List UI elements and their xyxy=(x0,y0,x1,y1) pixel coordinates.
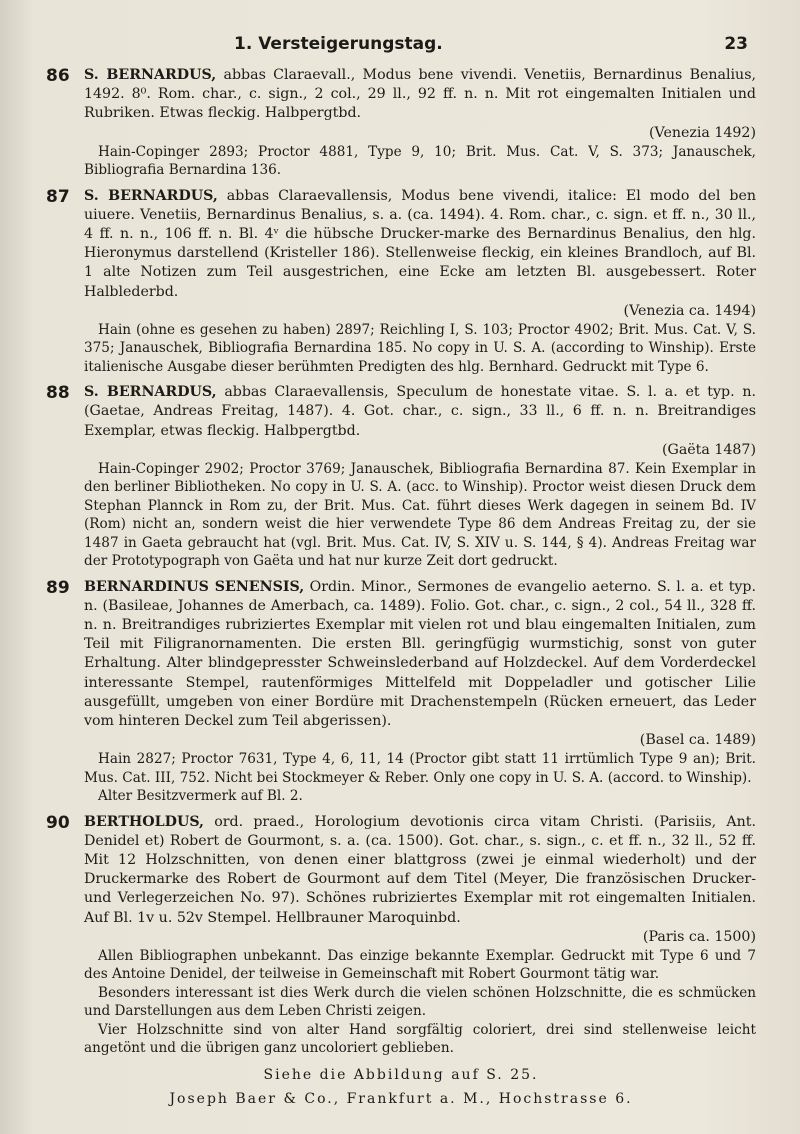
catalogue-entry xyxy=(46,383,756,570)
entry-number: 88 xyxy=(46,383,70,404)
entry-place: (Venezia ca. 1494) xyxy=(623,302,756,319)
entry-body: abbas Claraevall., Modus bene vivendi. Venetiis, Bernardinus Benalius, 1492. 8⁰. Rom. char., c. sign., 2 col., 29 ll., 92 ff. n. n. Mit rot eingemalten Initialen und Rubriken. Etwas fleckig. Halbpergtbd. xyxy=(84,67,756,122)
entry-body: abbas Claraevallensis, Speculum de honestate vitae. S. l. a. et typ. n. (Gaetae, Andreas Freitag, 1487). 4. Got. char., c. sign., 33 ll., 6 ff. n. n. Breitrandiges Exemplar, etwas fleckig. Halbpergtbd. xyxy=(84,384,756,439)
entry-body: Ordin. Minor., Sermones de evangelio aeterno. S. l. a. et typ. n. (Basileae, Johannes de Amerbach, ca. 1489). Folio. Got. char., c. sign., 2 col., 54 ll., 328 ff. n. n. Breitrandiges rubriziertes Exemplar mit vielen rot und blau eingemalten Initialen, zum Teil mit Filigranornamenten. Die ersten Bll. geringfügig wurmstichig, sonst von guter Erhaltung. Alter blindgepresster Schweinslederband auf Holzdeckel. Auf dem Vorderdeckel interessante Stempel, rautenförmiges Mittelfeld mit Doppeladler und gotischer Lilie ausgefüllt, umgeben von einer Bordüre mit Drachenstempeln (Rücken erneuert, das Leder vom hinteren Deckel zum Teil abgerissen). xyxy=(84,578,756,729)
entry-heading: BERTHOLDUS, xyxy=(84,813,204,830)
catalogue-entry xyxy=(46,66,756,180)
entry-place: (Gaëta 1487) xyxy=(661,441,756,458)
entry-body: ord. praed., Horologium devotionis circa vitam Christi. (Parisiis, Ant. Denidel et) Robert de Gourmont, s. a. (ca. 1500). Got. char., s. sign., c. et ff. n., 32 ll., 52 ff. Mit 12 Holzschnitten, von denen einer blattgross (zwei je einmal wiederholt) und der Druckermarke des Robert de Gourmont auf dem Titel (Meyer, Die französischen Drucker- und Verlegerzeichen No. 97). Schönes rubriziertes Exemplar mit rot eingemalten Initialen. Auf Bl. 1v u. 52v Stempel. Hellbrauner Maroquinbd. xyxy=(84,813,756,926)
entry-heading: BERNARDINUS SENENSIS, xyxy=(84,578,305,595)
page-number: 23 xyxy=(724,34,748,54)
see-illustration-note: Siehe die Abbildung auf S. 25. xyxy=(263,1067,539,1084)
entry-number: 90 xyxy=(46,812,70,833)
entry-place: (Paris ca. 1500) xyxy=(642,928,756,945)
entry-text xyxy=(84,187,756,321)
publisher-line: Joseph Baer & Co., Frankfurt a. M., Hochstrasse 6. xyxy=(169,1091,633,1108)
entry-references: Hain 2827; Proctor 7631, Type 4, 6, 11, 14 (Proctor gibt statt 11 irrtümlich Type 9 an); Brit. Mus. Cat. III, 752. Nicht bei Stockmeyer & Reber. Only one copy in U. S. A. (accord. to Winship). xyxy=(84,751,756,786)
running-title: 1. Versteigerungstag. xyxy=(234,34,443,54)
entry-number: 89 xyxy=(46,577,70,598)
entry-references: Hain (ohne es gesehen zu haben) 2897; Reichling I, S. 103; Proctor 4902; Brit. Mus. Cat. V, S. 375; Janauschek, Bibliografia Bernardina 185. No copy in U. S. A. (according to Winship). Erste italienische Ausgabe dieser berühmten Predigten des hlg. Bernhard. Gedruckt mit Type 6. xyxy=(84,322,756,375)
entry-text xyxy=(84,813,756,947)
entry-note-2: Vier Holzschnitte sind von alter Hand sorgfältig coloriert, drei sind stellenweise leicht angetönt und die übrigen ganz uncoloriert geblieben. xyxy=(84,1021,756,1057)
catalogue-entry xyxy=(46,578,756,806)
catalogue-entry xyxy=(46,187,756,377)
entry-text xyxy=(84,578,756,751)
page-header xyxy=(46,34,756,66)
entry-heading: S. BERNARDUS, xyxy=(84,67,217,83)
entry-text xyxy=(84,383,756,460)
catalogue-entry xyxy=(46,813,756,1058)
entry-place: (Venezia 1492) xyxy=(648,124,756,141)
entry-number: 86 xyxy=(46,66,70,86)
entry-body: abbas Claraevallensis, Modus bene vivendi, italice: El modo del ben uiuere. Venetiis, Bernardinus Benalius, s. a. (ca. 1494). 4. Rom. char., c. sign. et ff. n., 30 ll., 4 ff. n. n., 106 ff. n. Bl. 4ᵛ die hübsche Drucker-marke des Bernardinus Benalius, den hlg. Hieronymus darstellend (Kristeller 186). Stellenweise fleckig, ein kleines Brandloch, auf Bl. 1 alte Notizen zum Teil ausgestrichen, eine Ecke am letzten Bl. ausgebessert. Roter Halblederbd. xyxy=(84,187,756,300)
entry-references: Allen Bibliographen unbekannt. Das einzige bekannte Exemplar. Gedruckt mit Type 6 und 7 des Antoine Denidel, der teilweise in Gemeinschaft mit Robert Gourmont tätig war. xyxy=(84,947,756,983)
entry-heading: S. BERNARDUS, xyxy=(84,187,218,204)
entry-note: Besonders interessant ist dies Werk durch die vielen schönen Holzschnitte, die es schmücken und Darstellungen aus dem Leben Christi zeigen. xyxy=(84,984,756,1020)
entry-references: Hain-Copinger 2893; Proctor 4881, Type 9, 10; Brit. Mus. Cat. V, S. 373; Janauschek, Bibliografia Bernardina 136. xyxy=(84,143,756,179)
entry-note: Alter Besitzvermerk auf Bl. 2. xyxy=(98,788,303,805)
entry-heading: S. BERNARDUS, xyxy=(84,384,217,401)
entry-text xyxy=(84,66,756,143)
entry-references: Hain-Copinger 2902; Proctor 3769; Janauschek, Bibliografia Bernardina 87. Kein Exemplar in den berliner Bibliotheken. No copy in U. S. A. (acc. to Winship). Proctor weist diesen Druck dem Stephan Plannck in Rom zu, der Brit. Mus. Cat. führt dieses Werk dagegen in seinem Bd. IV (Rom) nicht an, sondern weist die hier verwendete Type 86 dem Andreas Freitag zu, der sie 1487 in Gaeta gebraucht hat (vgl. Brit. Mus. Cat. IV, S. XIV u. S. 144, § 4). Andreas Freitag war der Prototypograph von Gaëta und hat nur kurze Zeit dort gedruckt. xyxy=(84,461,756,570)
entry-number: 87 xyxy=(46,186,70,207)
entry-place: (Basel ca. 1489) xyxy=(639,732,756,749)
